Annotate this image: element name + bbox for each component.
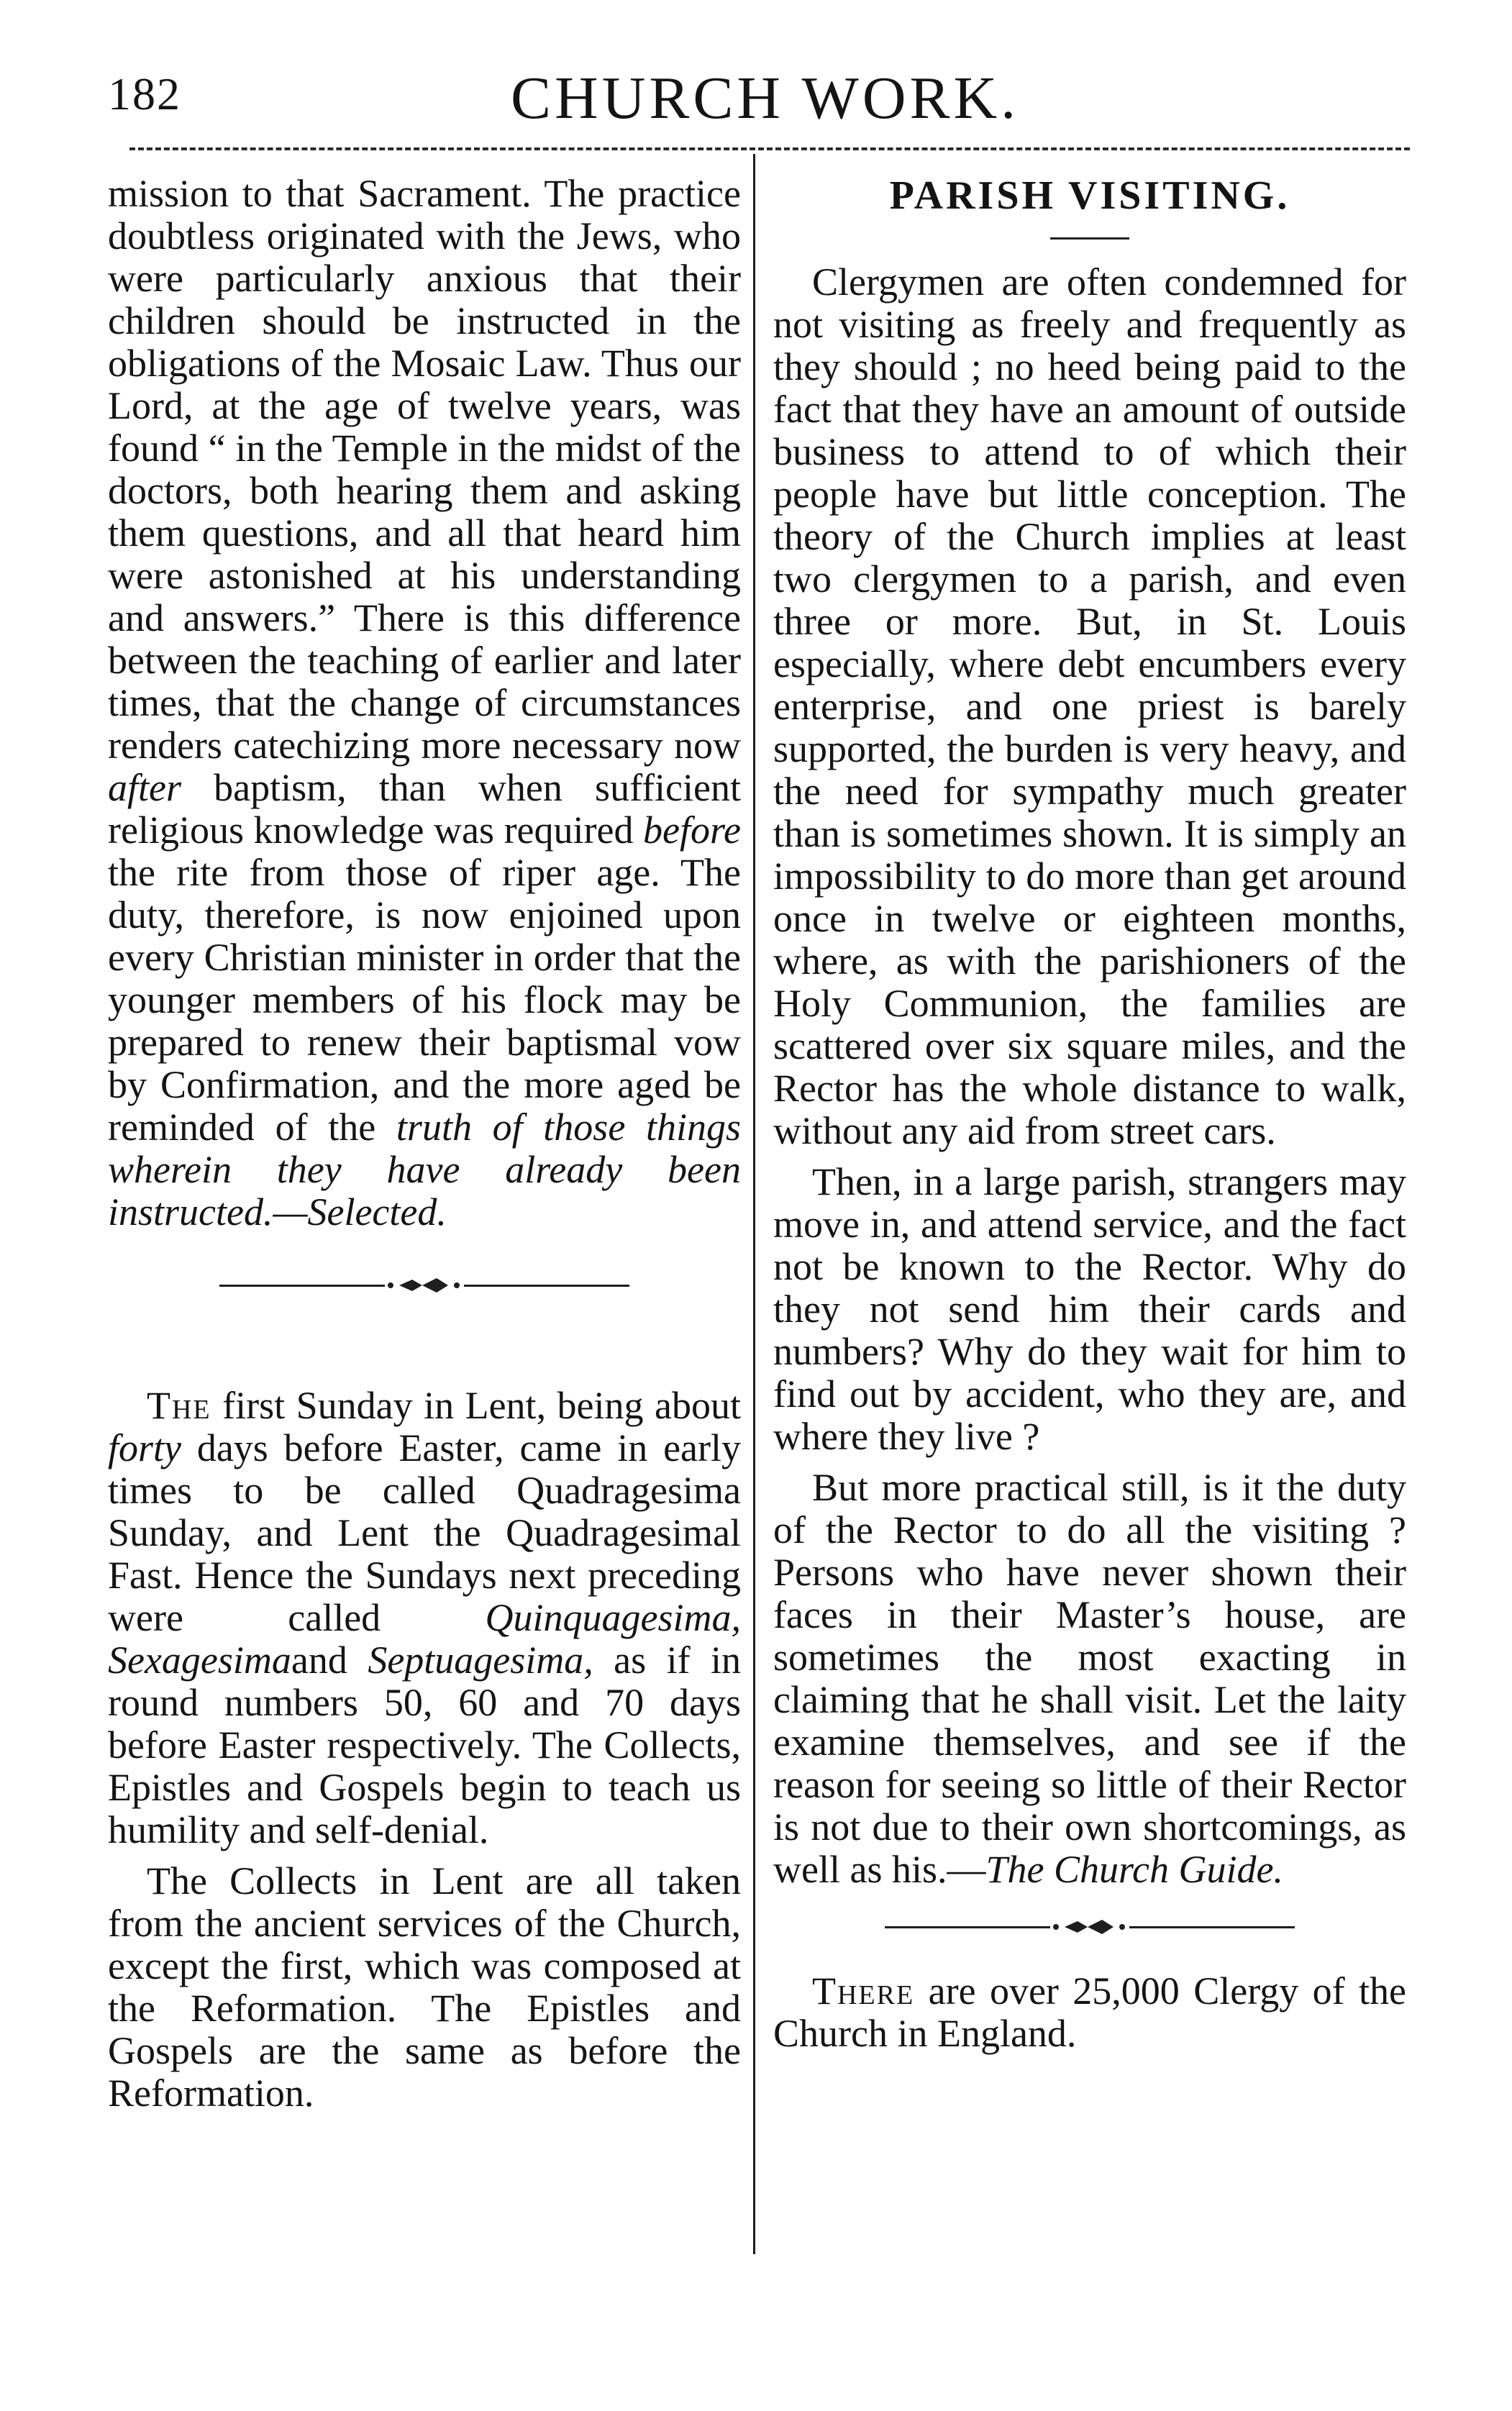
text-run: and bbox=[291, 1639, 368, 1682]
visiting-paragraph-3 bbox=[773, 1467, 1406, 1891]
italic-text-run: truth of those things wherein they have already been instructed.—Selected. bbox=[108, 1106, 741, 1234]
text-run: But more practical still, is it the duty of the Rector to do all the visiting ? Persons who have never shown their faces in their Master’s house, are sometimes the most exacting in claiming that he shall visit. Let the laity examine themselves, and see if the reason for seeing so little of their Rector is not due to their own shortcomings, as well as his.— bbox=[773, 1466, 1406, 1891]
text-run: baptism, than when sufficient religious knowledge was required bbox=[108, 766, 741, 852]
small-caps-lead: There bbox=[812, 1969, 915, 2013]
text-run: are over 25,000 Clergy of the Church in England. bbox=[773, 1969, 1406, 2055]
page-number: 182 bbox=[108, 68, 181, 119]
italic-text-run: before bbox=[643, 808, 741, 852]
column-divider bbox=[753, 154, 755, 2254]
collects-paragraph: The Collects in Lent are all taken from the ancient services of the Church, except the first, which was composed at the Reformation. The Epistles and Gospels are the same as before the Reformation. bbox=[108, 1859, 741, 2115]
running-title: CHURCH WORK. bbox=[511, 65, 1020, 132]
text-run: as if in round numbers 50, 60 and 70 days before Easter respectively. The Collects, Epistles and Gospels begin to teach us humility and self-denial. bbox=[108, 1639, 741, 1851]
ornament-line-left bbox=[885, 1926, 1050, 1928]
small-caps-lead: The bbox=[147, 1384, 211, 1427]
text-run: the rite from those of riper age. The duty, therefore, is now enjoined upon every Christian minister in order that the younger members of his flock may be prepared to renew their baptismal vow by Confirmation, and the more aged be reminded of the bbox=[108, 851, 741, 1149]
heading-rule bbox=[1050, 237, 1129, 240]
italic-text-run: after bbox=[108, 766, 181, 809]
lent-paragraph bbox=[108, 1385, 741, 1851]
ornament-line-right bbox=[1129, 1926, 1295, 1928]
article-heading: PARISH VISITING. bbox=[889, 173, 1290, 218]
header-rule bbox=[129, 147, 1410, 150]
right-column bbox=[773, 173, 1406, 2055]
page-header bbox=[108, 63, 1403, 142]
ornament-flourish-icon bbox=[1050, 1916, 1129, 1938]
italic-text-run: Quinquagesima, Sexagesima bbox=[108, 1596, 741, 1682]
clergy-note-paragraph bbox=[773, 1970, 1406, 2055]
visiting-paragraph-1: Clergymen are often condemned for not visiting as freely and frequently as they should ; no heed being paid to the fact that they have an amount of outside business to attend to of which their people have but little conception. The theory of the Church implies at least two clergymen to a parish, and even three or more. But, in St. Louis especially, where debt encumbers every enterprise, and one priest is barely supported, the burden is very heavy, and the need for sympathy much greater than is sometimes shown. It is simply an impossibility to do more than get around once in twelve or eighteen months, where, as with the parishioners of the Holy Communion, the families are scattered over six square miles, and the Rector has the whole distance to walk, without any aid from street cars. bbox=[773, 260, 1406, 1152]
section-ornament bbox=[773, 1913, 1406, 1941]
left-column bbox=[108, 173, 741, 2115]
article-continuation-paragraph bbox=[108, 173, 741, 1234]
ornament-line-right bbox=[464, 1285, 629, 1287]
text-run: mission to that Sacrament. The practice doubtless originated with the Jews, who were particularly anxious that their children should be instructed in the obligations of the Mosaic Law. Thus our Lord, at the age of twelve years, was found “ in the Temple in the midst of the doctors, both hearing them and asking them questions, and all that heard him were astonished at his understanding and answers.” There is this difference between the teaching of earlier and later times, that the change of circumstances renders catechizing more necessary now bbox=[108, 172, 741, 767]
text-run: days before Easter, came in early times to be called Quadragesima Sunday, and Lent the Quadragesimal Fast. Hence the Sundays next preceding were called bbox=[108, 1426, 741, 1639]
section-ornament bbox=[108, 1271, 741, 1300]
italic-text-run: forty bbox=[108, 1426, 181, 1469]
italic-text-run: The Church Guide. bbox=[985, 1848, 1283, 1891]
text-run: first Sunday in Lent, being about bbox=[211, 1384, 741, 1427]
italic-text-run: Septuagesima, bbox=[368, 1639, 593, 1682]
visiting-paragraph-2: Then, in a large parish, strangers may move in, and attend service, and the fact not be known to the Rector. Why do they not send him their cards and numbers? Why do they wait for him to find out by accident, who they are, and where they live ? bbox=[773, 1160, 1406, 1458]
ornament-flourish-icon bbox=[385, 1275, 464, 1296]
ornament-line-left bbox=[219, 1285, 385, 1287]
